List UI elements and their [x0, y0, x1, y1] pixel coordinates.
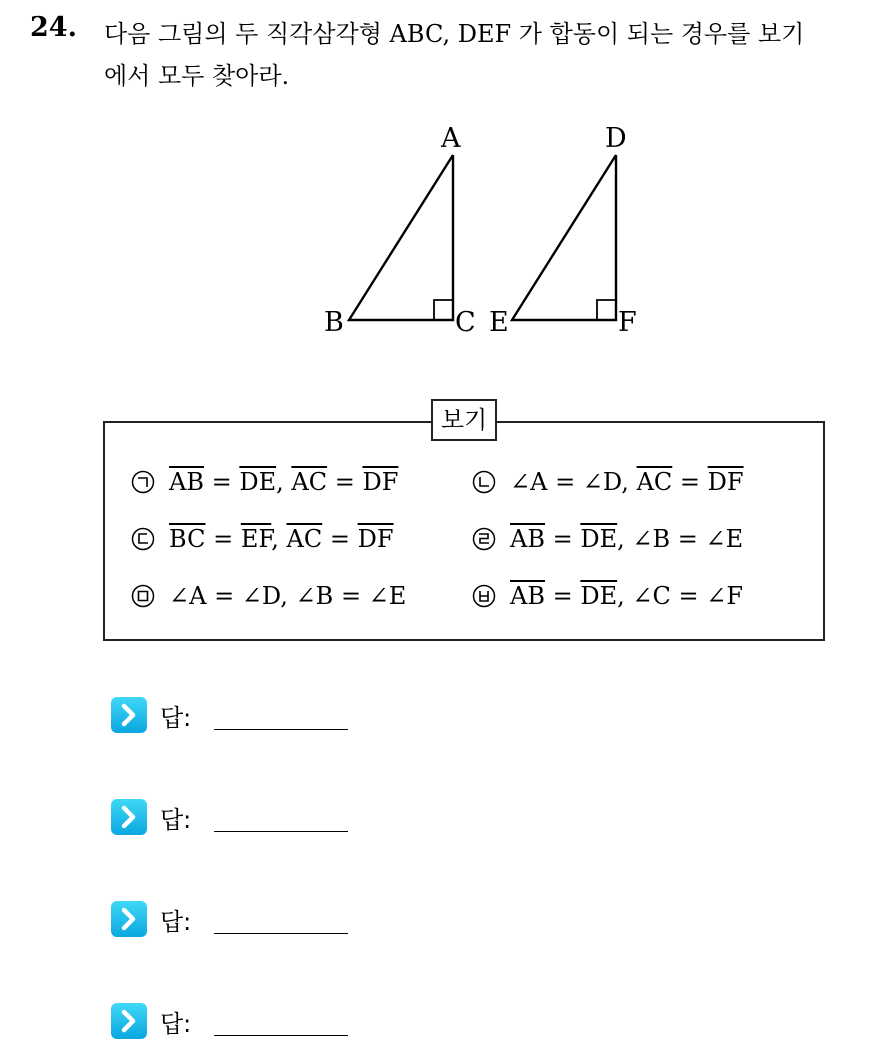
choice-nieun	[472, 468, 744, 496]
choice-text-part: =	[544, 525, 581, 553]
choice-marker-rieul	[472, 527, 496, 551]
right-angle-mark-c	[434, 300, 453, 320]
choice-text	[169, 468, 398, 496]
question-number: 24.	[30, 12, 77, 43]
right-angle-mark-f	[597, 300, 616, 320]
choice-text-part: ∠A = ∠D, ∠B = ∠E	[169, 582, 407, 610]
choice-text-part: ,	[276, 468, 292, 496]
segment-notation: $\overline{AB}$	[510, 525, 545, 553]
vertex-label-b: B	[324, 307, 344, 338]
segment-notation: $\overline{AB}$	[510, 582, 545, 610]
choice-giyeok	[131, 468, 398, 496]
segment-notation: $\overline{DF}$	[362, 468, 399, 496]
answer-label: 답:	[160, 703, 192, 732]
choice-text-part: , ∠B = ∠E	[617, 525, 744, 553]
triangle-def	[512, 155, 616, 320]
choice-text-part: =	[322, 525, 358, 553]
segment-notation: $\overline{DE}$	[580, 582, 618, 610]
segment-notation: $\overline{DE}$	[239, 468, 277, 496]
choice-text	[169, 582, 406, 610]
choice-text-part: ∠A = ∠D,	[510, 468, 637, 496]
choice-text-part: =	[205, 525, 241, 553]
choice-text	[510, 582, 743, 610]
choice-text-part: =	[327, 468, 363, 496]
choice-text	[510, 525, 743, 553]
choice-text-part: =	[203, 468, 240, 496]
question-text-line-1: 다음 그림의 두 직각삼각형 ABC, DEF 가 합동이 되는 경우를 보기	[104, 20, 805, 48]
segment-notation: $\overline{AC}$	[291, 468, 328, 496]
choice-text-part: =	[544, 582, 581, 610]
choice-marker-nieun	[472, 470, 496, 494]
chevron-right-icon	[110, 696, 148, 734]
answer-blank[interactable]	[214, 729, 348, 730]
answer-row	[110, 899, 191, 939]
choice-rieul	[472, 525, 743, 553]
choice-text-part: =	[672, 468, 708, 496]
chevron-right-icon	[110, 900, 148, 938]
answer-row	[110, 695, 191, 735]
question-text-line-2: 에서 모두 찾아라.	[104, 62, 290, 90]
vertex-label-c: C	[455, 307, 476, 338]
vertex-label-e: E	[489, 307, 509, 338]
segment-notation: $\overline{DE}$	[580, 525, 618, 553]
choice-text-part: , ∠C = ∠F	[617, 582, 743, 610]
segment-notation: $\overline{DF}$	[357, 525, 394, 553]
choice-marker-bieup	[472, 584, 496, 608]
answer-blank[interactable]	[214, 933, 348, 934]
bogi-title: 보기	[431, 399, 497, 441]
answer-row	[110, 797, 191, 837]
segment-notation: $\overline{DF}$	[707, 468, 744, 496]
answer-label: 답:	[160, 907, 192, 936]
answer-row	[110, 1001, 191, 1041]
chevron-right-icon	[110, 798, 148, 836]
triangle-abc	[349, 155, 453, 320]
vertex-label-f: F	[618, 307, 637, 338]
segment-notation: $\overline{AC}$	[286, 525, 323, 553]
choice-digeut	[131, 525, 394, 553]
chevron-right-icon	[110, 1002, 148, 1040]
vertex-label-a: A	[441, 123, 461, 154]
segment-notation: $\overline{BC}$	[169, 525, 206, 553]
segment-notation: $\overline{EF}$	[240, 525, 272, 553]
triangles-figure	[0, 0, 884, 380]
vertex-label-d: D	[605, 123, 627, 154]
answer-label: 답:	[160, 1009, 192, 1038]
choice-mieum	[131, 582, 406, 610]
choice-text	[169, 525, 394, 553]
segment-notation: $\overline{AB}$	[169, 468, 204, 496]
choice-text-part: ,	[271, 525, 287, 553]
choice-marker-mieum	[131, 584, 155, 608]
choice-text	[510, 468, 744, 496]
choice-marker-digeut	[131, 527, 155, 551]
answer-blank[interactable]	[214, 1035, 348, 1036]
segment-notation: $\overline{AC}$	[636, 468, 673, 496]
choice-marker-giyeok	[131, 470, 155, 494]
answer-blank[interactable]	[214, 831, 348, 832]
choice-bieup	[472, 582, 743, 610]
answer-label: 답:	[160, 805, 192, 834]
